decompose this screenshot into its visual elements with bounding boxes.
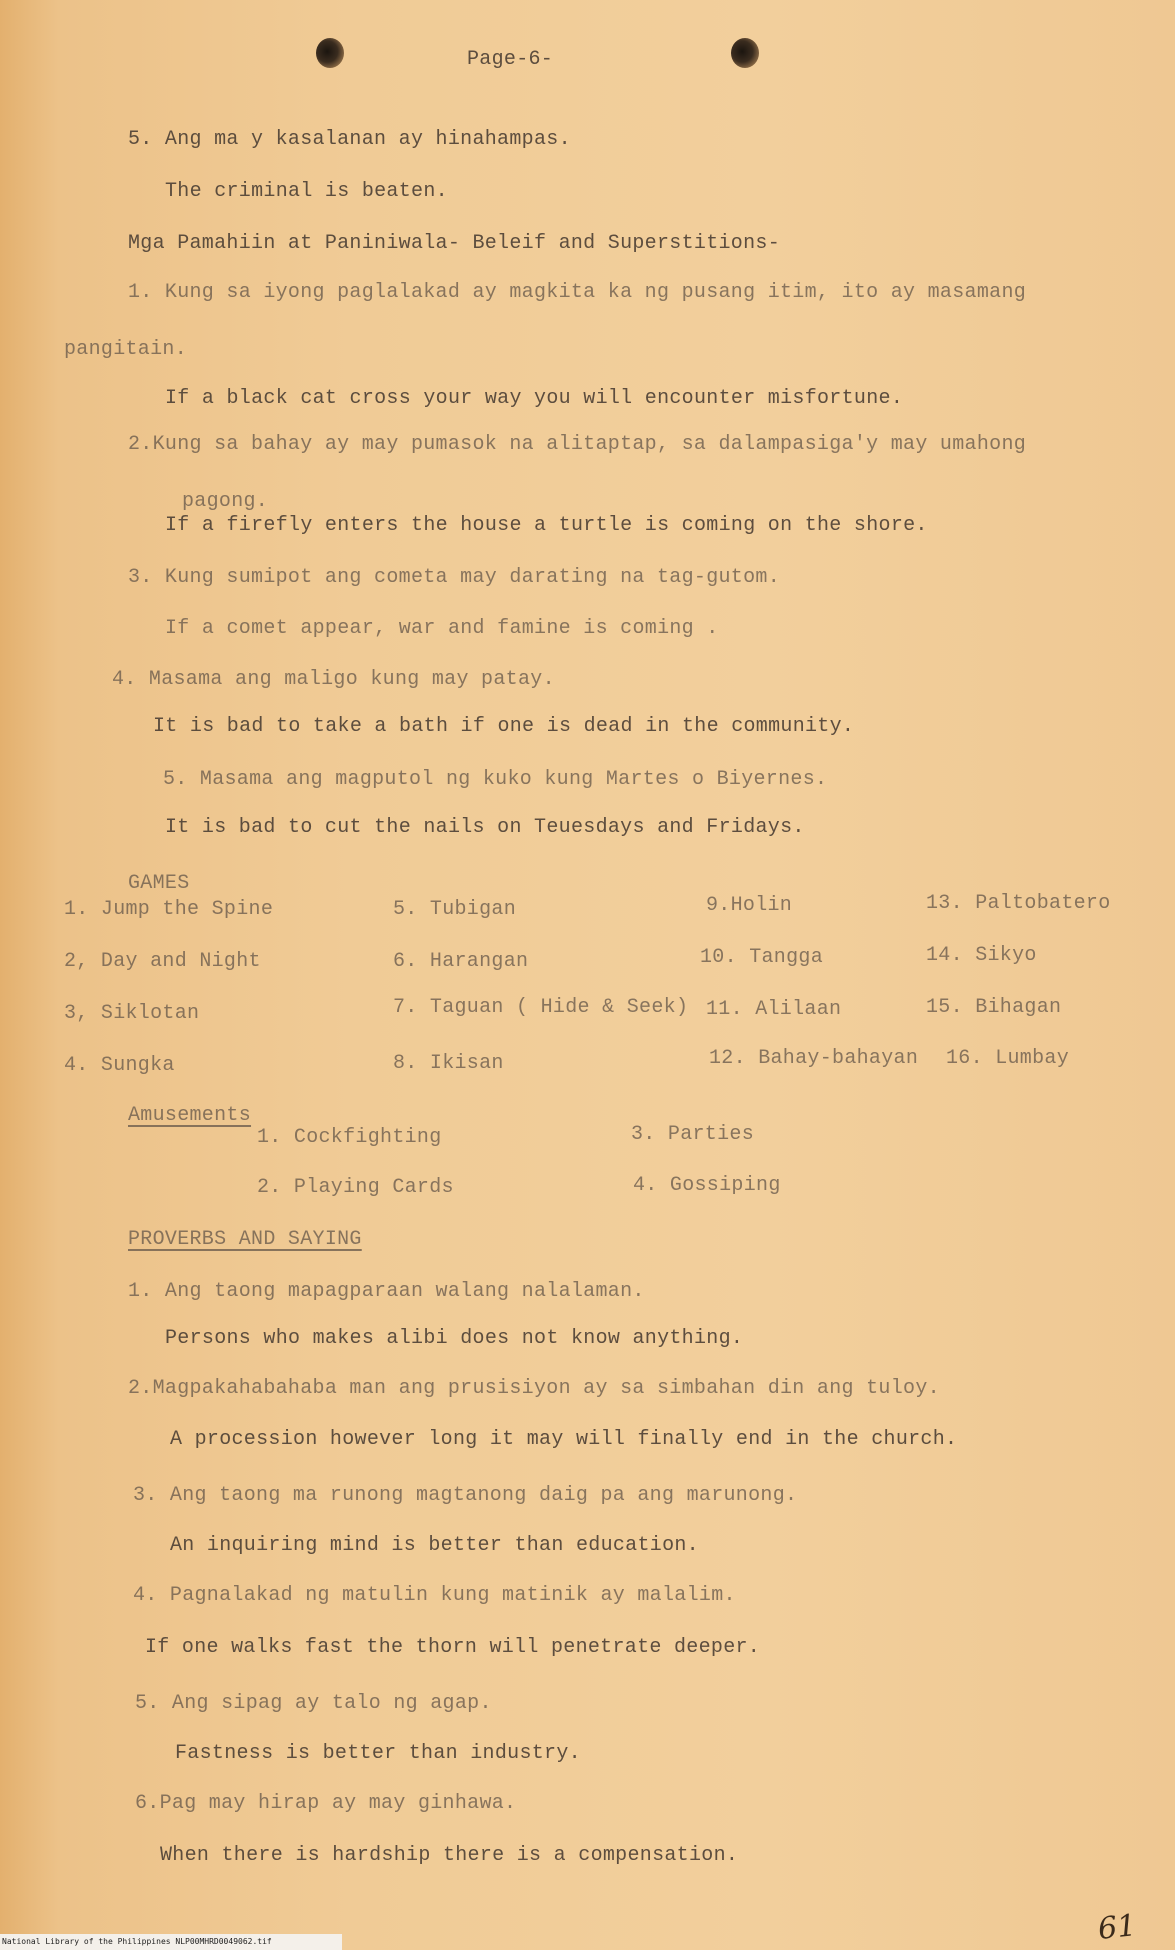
page-header: Page-6- <box>467 48 554 71</box>
belief-3-line1: 3. Kung sumipot ang cometa may darating na tag-gutom. <box>128 566 781 589</box>
proverb-6-en: When there is hardship there is a compensation. <box>160 1844 739 1867</box>
proverb-1-tl: 1. Ang taong mapagparaan walang nalalaman. <box>128 1280 645 1303</box>
game-item: 14. Sikyo <box>926 944 1037 967</box>
game-item: 16. Lumbay <box>946 1047 1070 1070</box>
punch-hole-left <box>316 38 344 68</box>
game-item: 12. Bahay-bahayan <box>709 1047 919 1070</box>
proverb-6-tl: 6.Pag may hirap ay may ginhawa. <box>135 1792 517 1815</box>
proverb-4-tl: 4. Pagnalakad ng matulin kung matinik ay malalim. <box>133 1584 736 1607</box>
beliefs-heading: Mga Pamahiin at Paniniwala- Beleif and Superstitions- <box>128 232 781 255</box>
game-item: 5. Tubigan <box>393 898 517 921</box>
proverb-5-en: Fastness is better than industry. <box>175 1742 581 1765</box>
amusements-heading: Amusements <box>128 1104 252 1127</box>
handwritten-page-number: 61 <box>1096 1908 1138 1947</box>
game-item: 13. Paltobatero <box>926 892 1111 915</box>
proverb-5-tl: 5. Ang sipag ay talo ng agap. <box>135 1692 492 1715</box>
belief-2-line1: 2.Kung sa bahay ay may pumasok na alitaptap, sa dalampasiga'y may umahong <box>128 433 1027 456</box>
game-item: 8. Ikisan <box>393 1052 504 1075</box>
amusement-item: 1. Cockfighting <box>257 1126 442 1149</box>
game-item: 11. Alilaan <box>706 998 842 1021</box>
proverb-3-tl: 3. Ang taong ma runong magtanong daig pa ang marunong. <box>133 1484 798 1507</box>
amusement-item: 2. Playing Cards <box>257 1176 454 1199</box>
punishment-item-5: 5. Ang ma y kasalanan ay hinahampas. <box>128 128 571 151</box>
games-heading: GAMES <box>128 872 190 895</box>
game-item: 1. Jump the Spine <box>64 898 274 921</box>
proverb-2-tl: 2.Magpakahabahaba man ang prusisiyon ay sa simbahan din ang tuloy. <box>128 1377 940 1400</box>
archive-footer: National Library of the Philippines NLP00MHRD0049062.tif <box>0 1934 342 1950</box>
belief-4-line1: 4. Masama ang maligo kung may patay. <box>112 668 555 691</box>
belief-1-en: If a black cat cross your way you will encounter misfortune. <box>165 387 904 410</box>
belief-4-en: It is bad to take a bath if one is dead in the community. <box>153 715 855 738</box>
game-item: 6. Harangan <box>393 950 529 973</box>
belief-2-en: If a firefly enters the house a turtle is coming on the shore. <box>165 514 928 537</box>
proverb-1-en: Persons who makes alibi does not know anything. <box>165 1327 744 1350</box>
game-item: 15. Bihagan <box>926 996 1062 1019</box>
punishment-item-5-en: The criminal is beaten. <box>165 180 448 203</box>
proverbs-heading: PROVERBS AND SAYING <box>128 1228 362 1251</box>
amusement-item: 3. Parties <box>631 1123 755 1146</box>
belief-5-en: It is bad to cut the nails on Teuesdays and Fridays. <box>165 816 805 839</box>
game-item: 2, Day and Night <box>64 950 261 973</box>
belief-1-line1: 1. Kung sa iyong paglalakad ay magkita ka ng pusang itim, ito ay masamang <box>128 281 1027 304</box>
punch-hole-right <box>731 38 759 68</box>
proverb-3-en: An inquiring mind is better than education. <box>170 1534 699 1557</box>
proverb-2-en: A procession however long it may will finally end in the church. <box>170 1428 958 1451</box>
amusement-item: 4. Gossiping <box>633 1174 781 1197</box>
game-item: 10. Tangga <box>700 946 824 969</box>
belief-3-en: If a comet appear, war and famine is coming . <box>165 617 719 640</box>
belief-5-line1: 5. Masama ang magputol ng kuko kung Martes o Biyernes. <box>163 768 828 791</box>
game-item: 7. Taguan ( Hide & Seek) <box>393 996 689 1019</box>
belief-2-line2: pagong. <box>182 490 269 513</box>
proverb-4-en: If one walks fast the thorn will penetrate deeper. <box>145 1636 761 1659</box>
game-item: 9.Holin <box>706 894 793 917</box>
game-item: 3, Siklotan <box>64 1002 200 1025</box>
game-item: 4. Sungka <box>64 1054 175 1077</box>
belief-1-line2: pangitain. <box>64 338 188 361</box>
